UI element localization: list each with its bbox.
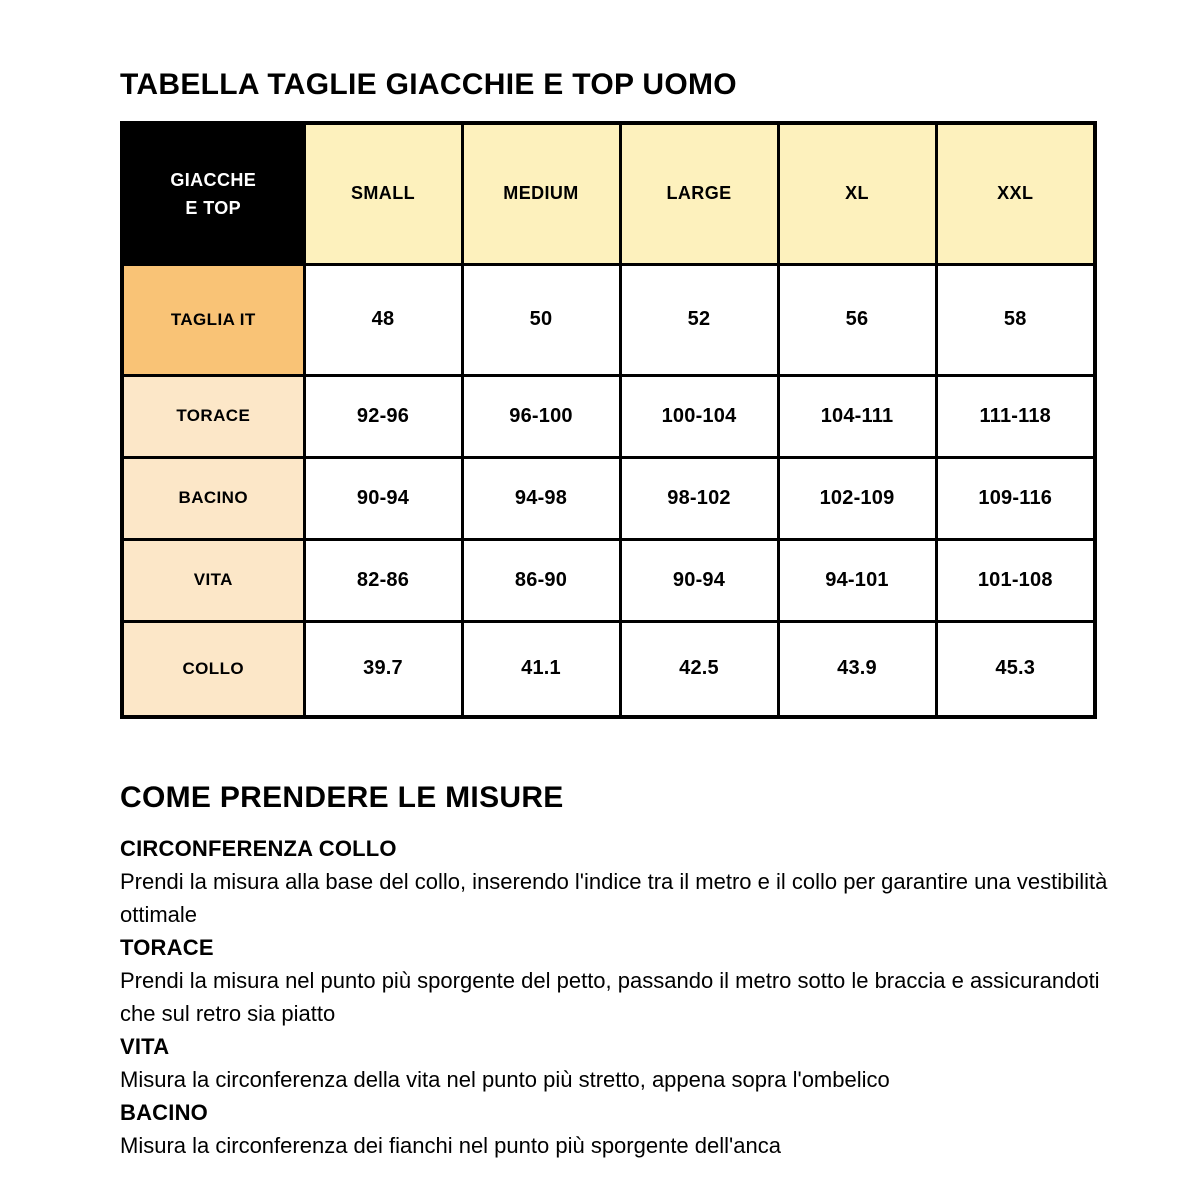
row-label-collo: COLLO: [122, 621, 304, 717]
col-header-xl: XL: [778, 123, 936, 264]
col-header-large: LARGE: [620, 123, 778, 264]
guide-heading-vita: VITA: [120, 1034, 170, 1059]
size-table: [120, 121, 1097, 719]
row-label-bacino: BACINO: [122, 457, 304, 539]
size-cell: 50: [462, 264, 620, 375]
guide-text-torace: Prendi la misura nel punto più sporgente del petto, passando il metro sotto le braccia e assicurandoti che sul retro sia piatto: [120, 968, 1100, 1026]
measure-guide: [120, 832, 1108, 1162]
row-label-vita: VITA: [122, 539, 304, 621]
size-cell: 41.1: [462, 621, 620, 717]
size-cell: 94-98: [462, 457, 620, 539]
size-cell: 82-86: [304, 539, 462, 621]
size-cell: 90-94: [620, 539, 778, 621]
size-cell: 56: [778, 264, 936, 375]
corner-cell: [122, 123, 304, 264]
size-cell: 52: [620, 264, 778, 375]
size-cell: 98-102: [620, 457, 778, 539]
col-header-medium: MEDIUM: [462, 123, 620, 264]
guide-heading-torace: TORACE: [120, 935, 214, 960]
size-cell: 96-100: [462, 375, 620, 457]
size-cell: 100-104: [620, 375, 778, 457]
row-label-torace: TORACE: [122, 375, 304, 457]
guide-text-bacino: Misura la circonferenza dei fianchi nel punto più sporgente dell'anca: [120, 1133, 781, 1158]
guide-heading-circonferenza-collo: CIRCONFERENZA COLLO: [120, 836, 397, 861]
size-cell: 86-90: [462, 539, 620, 621]
size-cell: 58: [936, 264, 1095, 375]
table-row-bacino: [122, 457, 1095, 539]
guide-text-circonferenza-collo: Prendi la misura alla base del collo, inserendo l'indice tra il metro e il collo per garantire una vestibilità ottimale: [120, 869, 1108, 927]
col-header-small: SMALL: [304, 123, 462, 264]
size-cell: 39.7: [304, 621, 462, 717]
size-cell: 45.3: [936, 621, 1095, 717]
table-row-torace: [122, 375, 1095, 457]
size-cell: 109-116: [936, 457, 1095, 539]
row-label-taglia-it: TAGLIA IT: [122, 264, 304, 375]
col-header-xxl: XXL: [936, 123, 1095, 264]
table-header-row: [122, 123, 1095, 264]
guide-text-vita: Misura la circonferenza della vita nel punto più stretto, appena sopra l'ombelico: [120, 1067, 890, 1092]
size-cell: 90-94: [304, 457, 462, 539]
corner-label-line1: GIACCHE: [170, 169, 257, 190]
table-row-taglia-it: [122, 264, 1095, 375]
size-cell: 43.9: [778, 621, 936, 717]
size-cell: 92-96: [304, 375, 462, 457]
page-title: TABELLA TAGLIE GIACCHIE E TOP UOMO: [120, 68, 737, 101]
size-cell: 102-109: [778, 457, 936, 539]
table-row-collo: [122, 621, 1095, 717]
size-cell: 48: [304, 264, 462, 375]
measure-guide-title: COME PRENDERE LE MISURE: [120, 781, 564, 814]
size-cell: 42.5: [620, 621, 778, 717]
size-cell: 104-111: [778, 375, 936, 457]
size-cell: 101-108: [936, 539, 1095, 621]
size-cell: 111-118: [936, 375, 1095, 457]
corner-label-line2: E TOP: [185, 197, 242, 218]
table-row-vita: [122, 539, 1095, 621]
size-cell: 94-101: [778, 539, 936, 621]
guide-heading-bacino: BACINO: [120, 1100, 208, 1125]
